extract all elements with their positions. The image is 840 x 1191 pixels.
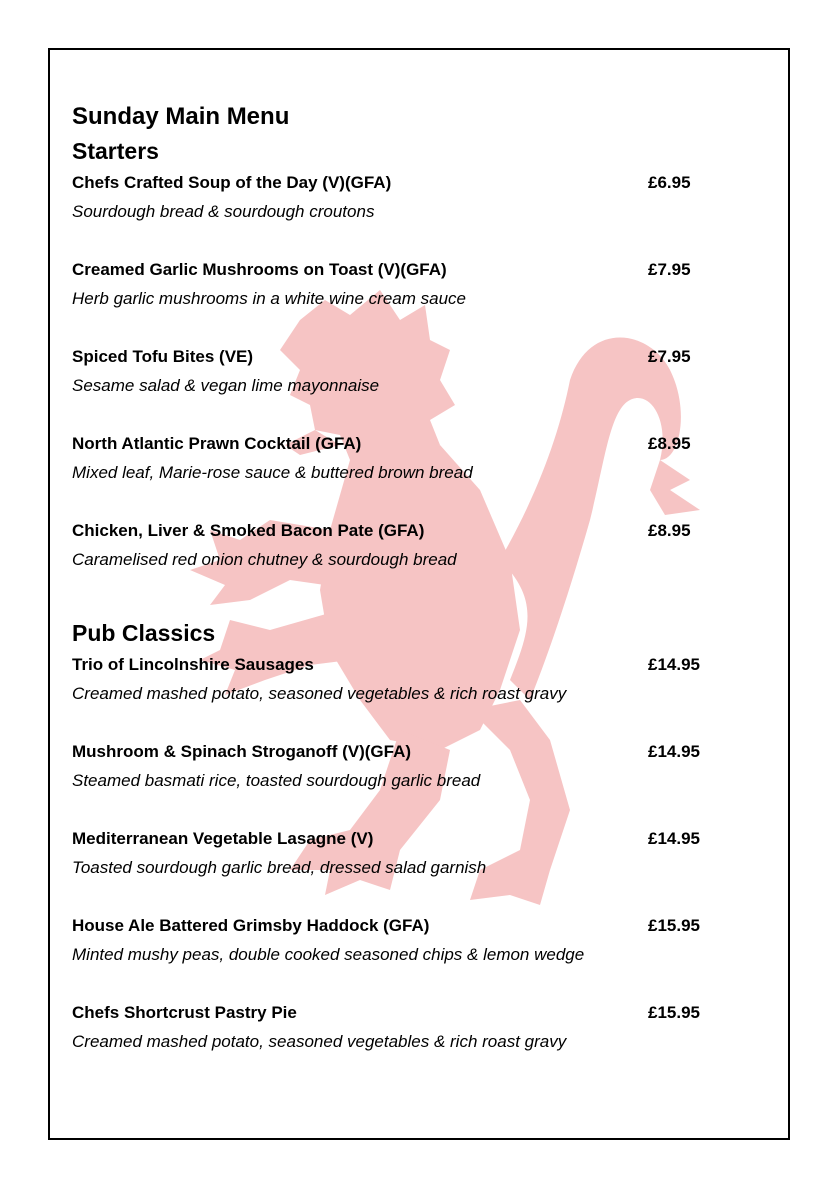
menu-item: [72, 429, 722, 516]
item-name: Chefs Crafted Soup of the Day (V)(GFA): [72, 173, 392, 192]
item-description: Herb garlic mushrooms in a white wine cream sauce: [72, 289, 466, 308]
item-price: £8.95: [648, 521, 691, 540]
item-description: Mixed leaf, Marie-rose sauce & buttered brown bread: [72, 463, 473, 482]
menu-item: [72, 255, 722, 342]
menu-item: [72, 516, 722, 603]
item-name: House Ale Battered Grimsby Haddock (GFA): [72, 916, 430, 935]
item-name: Mediterranean Vegetable Lasagne (V): [72, 829, 374, 848]
item-name: Mushroom & Spinach Stroganoff (V)(GFA): [72, 742, 412, 761]
menu-item: [72, 911, 722, 998]
item-price: £14.95: [648, 829, 700, 848]
item-description: Creamed mashed potato, seasoned vegetables & rich roast gravy: [72, 684, 567, 703]
menu-item: [72, 342, 722, 429]
item-name: Trio of Lincolnshire Sausages: [72, 655, 314, 674]
item-price: £7.95: [648, 347, 691, 366]
menu-item: [72, 998, 722, 1085]
item-price: £15.95: [648, 916, 700, 935]
item-price: £14.95: [648, 742, 700, 761]
item-price: £14.95: [648, 655, 700, 674]
section-pub-classics: [72, 616, 722, 1085]
item-description: Steamed basmati rice, toasted sourdough garlic bread: [72, 771, 481, 790]
item-name: Chefs Shortcrust Pastry Pie: [72, 1003, 297, 1022]
menu-item: [72, 168, 722, 255]
item-price: £7.95: [648, 260, 691, 279]
section-starters: [72, 134, 722, 603]
item-description: Sourdough bread & sourdough croutons: [72, 202, 375, 221]
menu-item: [72, 737, 722, 824]
item-price: £6.95: [648, 173, 691, 192]
item-price: £15.95: [648, 1003, 700, 1022]
item-price: £8.95: [648, 434, 691, 453]
menu-title: Sunday Main Menu: [72, 103, 290, 130]
item-description: Caramelised red onion chutney & sourdough bread: [72, 550, 457, 569]
item-description: Creamed mashed potato, seasoned vegetables & rich roast gravy: [72, 1032, 567, 1051]
menu-item: [72, 824, 722, 911]
item-name: North Atlantic Prawn Cocktail (GFA): [72, 434, 362, 453]
section-title-pub-classics: Pub Classics: [72, 620, 216, 646]
item-name: Spiced Tofu Bites (VE): [72, 347, 254, 366]
item-description: Minted mushy peas, double cooked seasoned chips & lemon wedge: [72, 945, 585, 964]
item-name: Chicken, Liver & Smoked Bacon Pate (GFA): [72, 521, 425, 540]
menu-content: [72, 100, 722, 1085]
section-spacer: [72, 603, 722, 616]
item-description: Sesame salad & vegan lime mayonnaise: [72, 376, 380, 395]
section-title-starters: Starters: [72, 138, 159, 164]
item-description: Toasted sourdough garlic bread, dressed salad garnish: [72, 858, 487, 877]
item-name: Creamed Garlic Mushrooms on Toast (V)(GFA): [72, 260, 447, 279]
menu-item: [72, 650, 722, 737]
